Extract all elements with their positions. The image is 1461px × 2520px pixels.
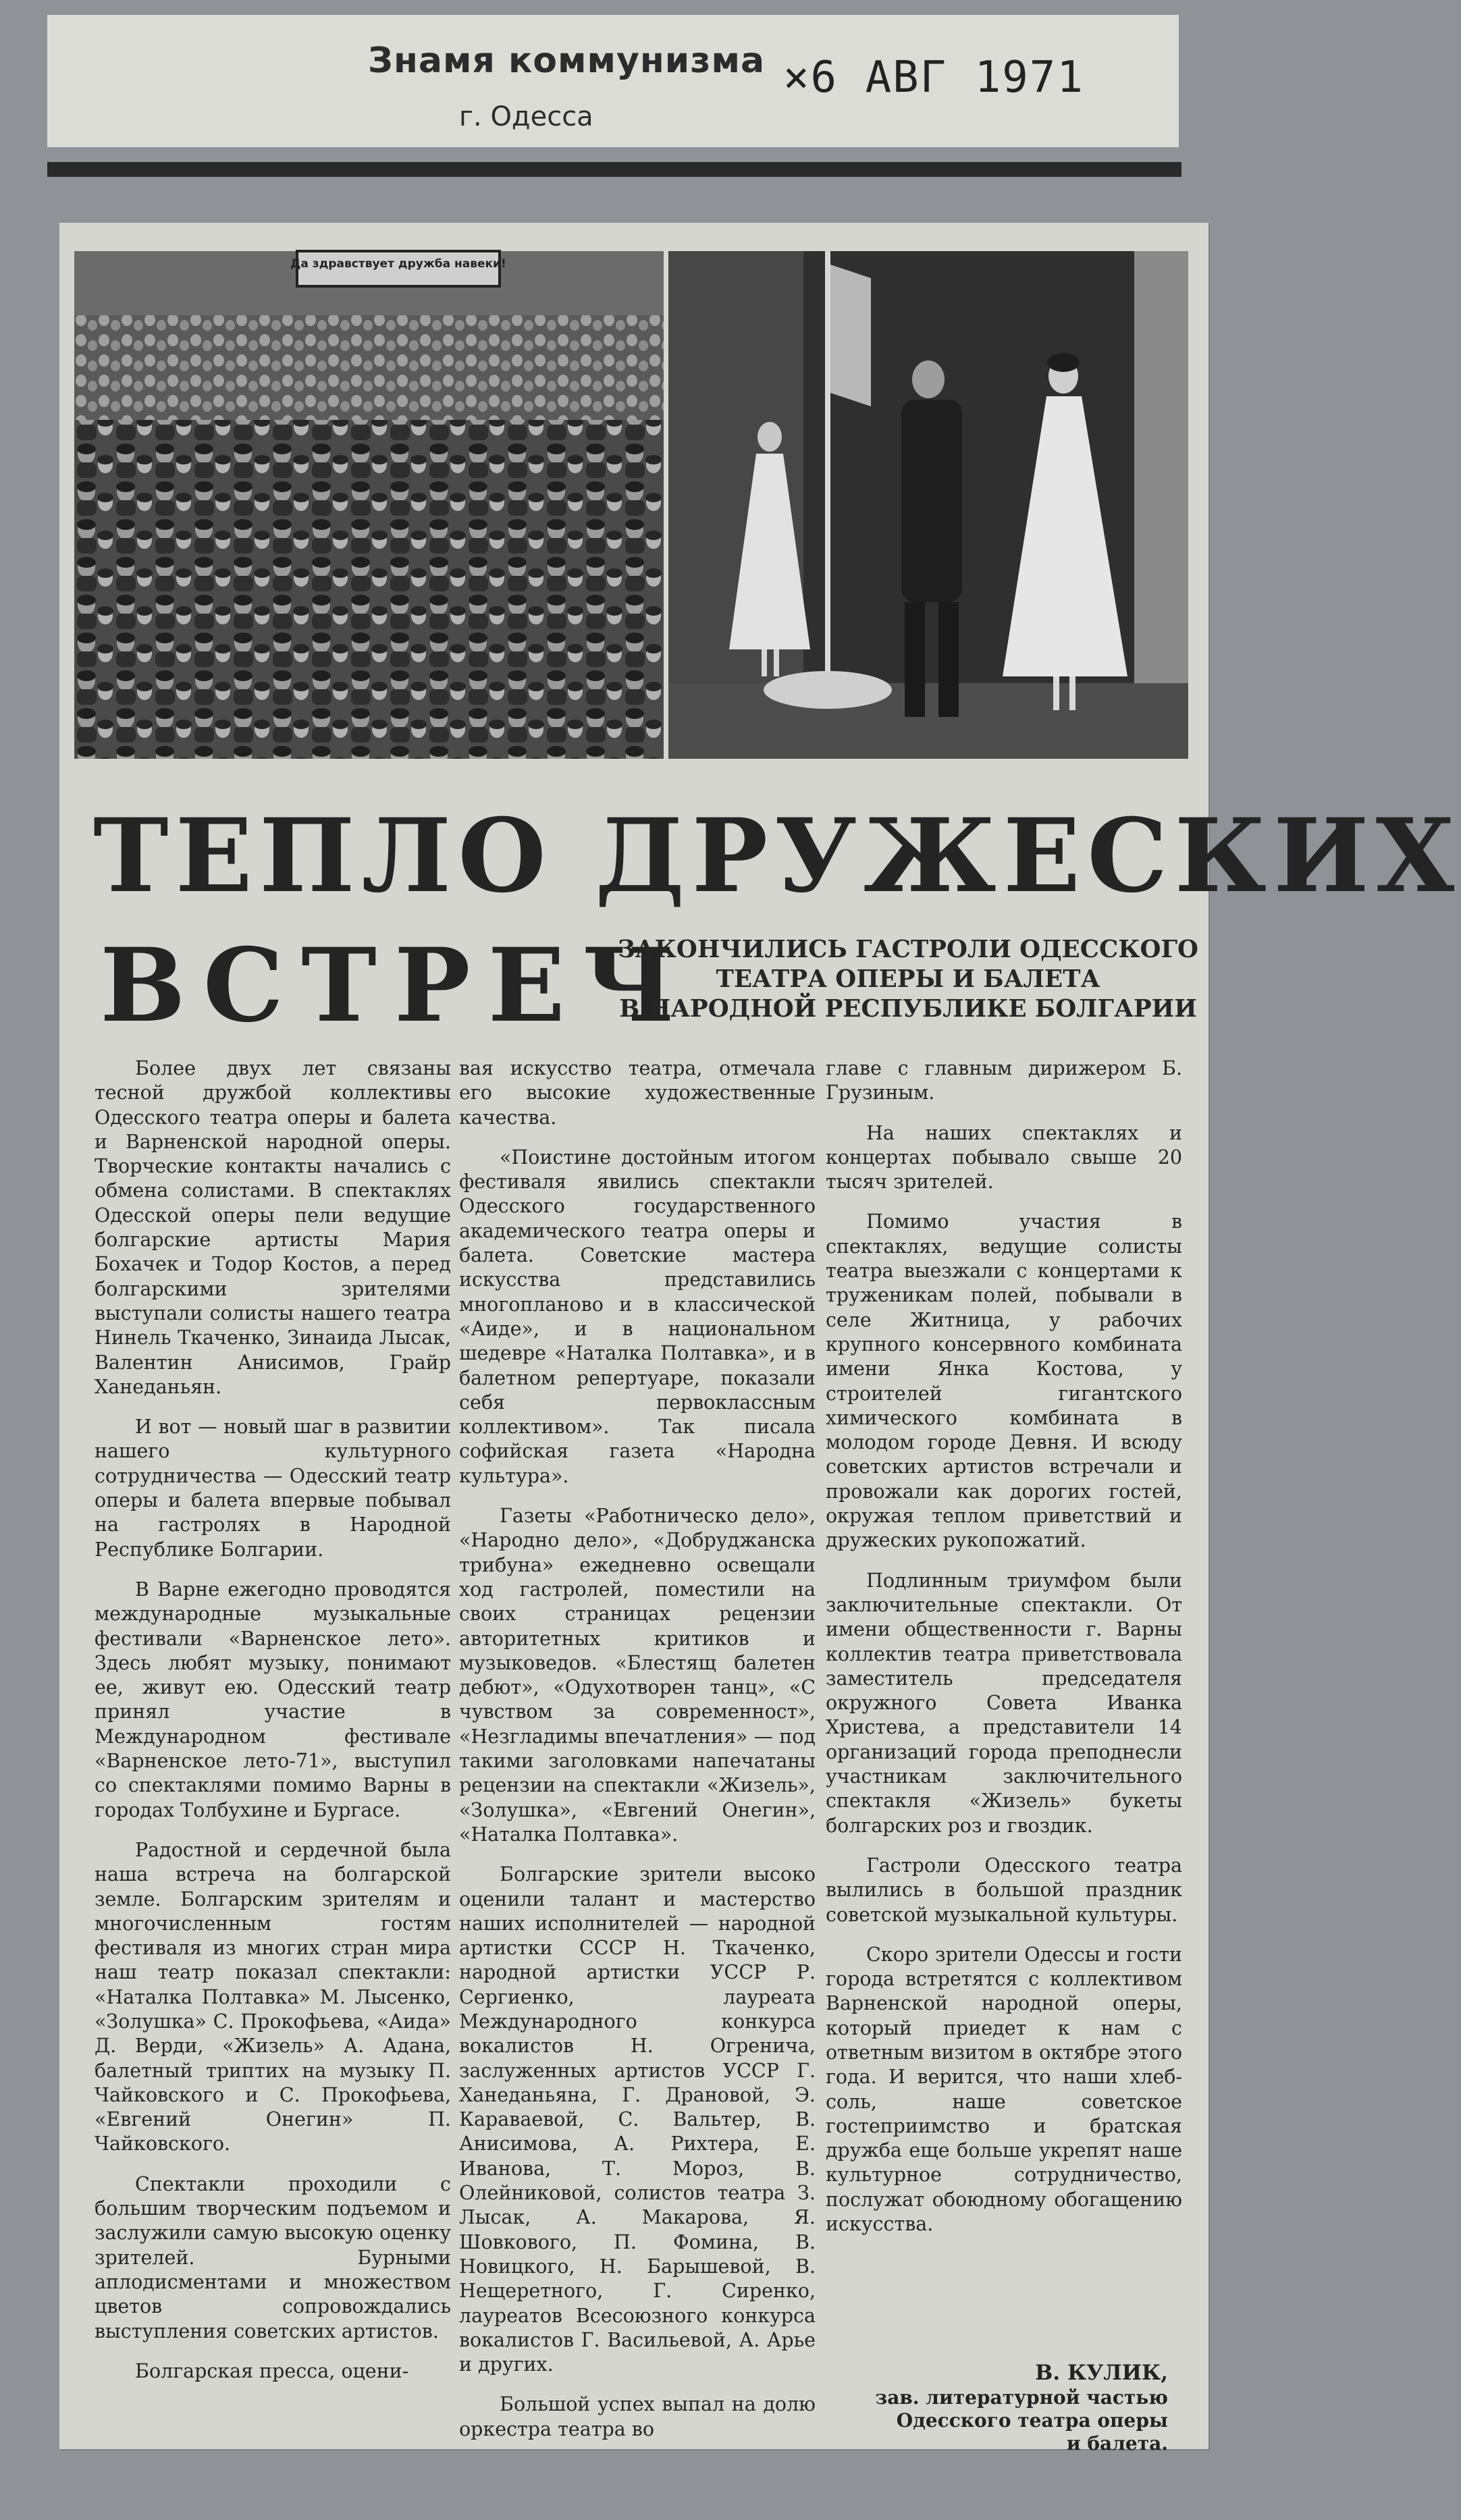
paragraph: Более двух лет связаны тесной дружбой коллективы Одесского театра оперы и балета и Варненской народной оперы. Творческие контакты начались с обмена солистами. В спектаклях Одесской оперы пели ведущие болгарские артисты Мария Бохачек и Тодор Костов, а перед болгарскими зрителями выступали солисты нашего театра Нинель Ткаченко, Зинаида Лысак, Валентин Анисимов, Грайр Ханеданьян. [95, 1057, 451, 1398]
subheadline-line: ЗАКОНЧИЛИСЬ ГАСТРОЛИ ОДЕССКОГО [618, 936, 1198, 963]
article-column-1 [95, 1056, 451, 2399]
subheadline [618, 935, 1198, 1024]
paragraph: Скоро зрители Одессы и гости города встретятся с коллективом Варненской народной оперы, который приедет к нам с ответным визитом в октябре этого года. И верится, что наши хлеб-соль, наше советское гостеприимство и братская дружба еще больше укрепят наше культурное сотрудничество, послужат обоюдному обогащению искусства. [826, 1943, 1182, 2236]
article-column-2 [459, 1056, 816, 2457]
newspaper-name: Знамя коммунизма [368, 41, 766, 81]
paragraph: И вот — новый шаг в развитии нашего культурного сотрудничества — Одесский театр оперы и балета впервые побывал на гастролях в Народной Республике Болгарии. [95, 1416, 451, 1561]
paragraph: Подлинным триумфом были заключительные спектакли. От имени общественности г. Варны коллектив театра приветствовала заместитель председателя окружного Совета Иванка Христева, а представители 14 организаций города преподнесли участникам заключительного спектакля «Жизель» букеты болгарских роз и гвоздик. [826, 1569, 1182, 1837]
paragraph: Болгарские зрители высоко оценили талант и мастерство наших исполнителей — народной артистки СССР Н. Ткаченко, народной артистки УССР Р. Сергиенко, лауреата Международного конкурса вокалистов Н. Огренича, заслуженных артистов УССР Г. Ханеданьяна, Г. Драновой, Э. Караваевой, С. Вальтер, В. Анисимова, А. Рихтера, Е. Иванова, Т. Мороз, В. Олейниковой, солистов театра З. Лысак, А. Макарова, Я. Шовкового, П. Фомина, В. Новицкого, Н. Барышевой, В. Нещеретного, Г. Сиренко, лауреатов Всесоюзного конкурса вокалистов Г. Васильевой, А. Арье и других. [459, 1863, 816, 2376]
author-title [827, 2386, 1168, 2455]
photo-audience [74, 251, 664, 759]
paragraph: Болгарская пресса, оцени- [135, 2359, 409, 2382]
paragraph: Спектакли проходили с большим творческим подъемом и заслужили самую высокую оценку зрителей. Бурными аплодисментами и множеством цветов сопровождались выступления советских артистов. [95, 2172, 451, 2342]
subheadline-line: ТЕАТРА ОПЕРЫ И БАЛЕТА [716, 965, 1100, 993]
paragraph: В Варне ежегодно проводятся международные музыкальные фестивали «Варненское лето». Здесь любят музыку, понимают ее, живут ею. Одесский театр принял участие в Международном фестивале «Варненское лето-71», выступил со спектаклями помимо Варны в городах Толбухине и Бургасе. [95, 1578, 451, 1821]
photo-stage [668, 251, 1188, 759]
paragraph: На наших спектаклях и концертах побывало свыше 20 тысяч зрителей. [826, 1121, 1182, 1194]
paragraph: Большой успех выпал на долю оркестра театра во [459, 2393, 816, 2440]
paragraph: главе с главным дирижером Б. Грузиным. [826, 1057, 1182, 1104]
paragraph: Радостной и сердечной была наша встреча на болгарской земле. Болгарским зрителям и многочисленным гостям фестиваля из многих стран мира наш театр показал спектакли: «Наталка Полтавка» М. Лысенко, «Золушка» С. Прокофьева, «Аида» Д. Верди, «Жизель» А. Адана, балетный триптих на музыку П. Чайковского и С. Прокофьева, «Евгений Онегин» П. Чайковского. [95, 1838, 451, 2155]
top-rule [47, 162, 1181, 177]
paragraph: вая искусство театра, отмечала его высокие художественные качества. [459, 1057, 816, 1129]
author-name: В. КУЛИК, [1035, 2361, 1168, 2385]
paragraph: Гастроли Одесского театра вылились в большой праздник советской музыкальной культуры. [826, 1854, 1182, 1926]
newspaper-city: г. Одесса [459, 101, 593, 132]
article-column-3 [826, 1056, 1182, 2252]
author-title-line: и балета. [1066, 2432, 1168, 2455]
paragraph: «Поистине достойным итогом фестиваля явились спектакли Одесского государственного академического театра оперы и балета. Советские мастера искусства представились многопланово и в классической «Аиде», и в национальном шедевре «Наталка Полтавка», и в балетном репертуаре, показали себя первоклассным коллективом». Так писала софийская газета «Народна культура». [459, 1146, 816, 1487]
headline-line-1: ТЕПЛО ДРУЖЕСКИХ [93, 797, 1461, 915]
byline [827, 2359, 1168, 2455]
subheadline-line: В НАРОДНОЙ РЕСПУБЛИКЕ БОЛГАРИИ [619, 995, 1197, 1023]
author-title-line: Одесского театра оперы [896, 2409, 1168, 2432]
paragraph: Помимо участия в спектаклях, ведущие солисты театра выезжали с концертами к труженикам полей, побывали в селе Житница, у рабочих крупного консервного комбината имени Янка Костова, у строителей гигантского химического комбината в молодом городе Девня. И всюду советских артистов встречали и провожали как дорогих гостей, окружая теплом приветствий и дружеских рукопожатий. [826, 1210, 1182, 1552]
headline-line-2: ВСТРЕЧ [100, 926, 693, 1045]
paragraph: Газеты «Работническо дело», «Народно дело», «Добруджанска трибуна» ежедневно освещали ход гастролей, поместили на своих страницах рецензии авторитетных критиков и музыковедов. «Блестящ балетен дебют», «Одухотворен танц», «С чувством за современност», «Незгладимы впечатления» — под такими заголовками напечатаны рецензии на спектакли «Жизель», «Золушка», «Евгений Онегин», «Наталка Полтавка». [459, 1505, 816, 1846]
date-stamp: ×6 АВГ 1971 [783, 53, 1084, 103]
banner-text: Да здравствует дружба навеки! [290, 257, 506, 271]
author-title-line: зав. литературной частью [875, 2386, 1168, 2409]
